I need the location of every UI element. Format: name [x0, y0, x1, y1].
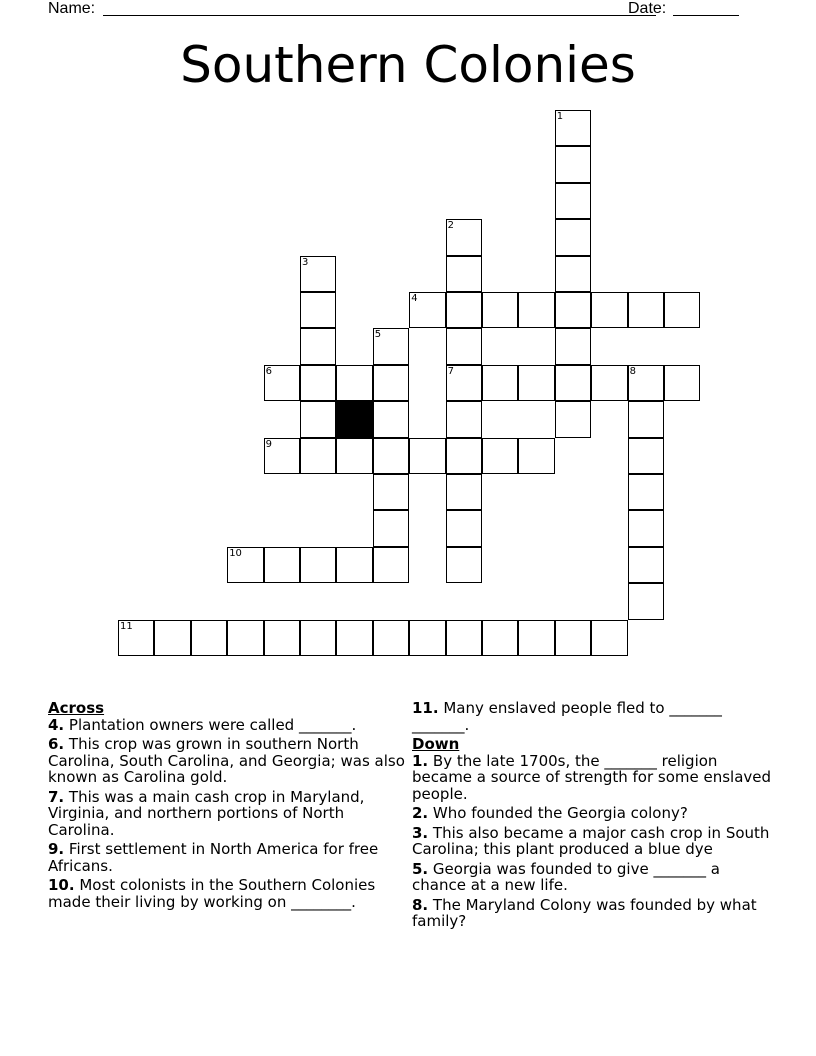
clue-down-3: 3. This also became a major cash crop in South Carolina; this plant produced a blue dye: [412, 823, 770, 858]
clue-number: 10: [229, 547, 242, 559]
crossword-cell[interactable]: [446, 401, 482, 437]
crossword-cell[interactable]: [336, 365, 372, 401]
crossword-cell-10[interactable]: [227, 547, 263, 583]
crossword-cell[interactable]: [518, 438, 554, 474]
crossword-cell[interactable]: [373, 620, 409, 656]
clue-number: 4: [411, 293, 418, 304]
clue-across-11: 11. Many enslaved people fled to _______ _______.: [412, 699, 722, 734]
crossword-cell[interactable]: [518, 365, 554, 401]
clue-across-4: 4. Plantation owners were called _______.: [48, 715, 357, 734]
crossword-cell-7[interactable]: [446, 365, 482, 401]
crossword-cell[interactable]: [628, 583, 664, 619]
crossword-cell[interactable]: [227, 620, 263, 656]
crossword-cell[interactable]: [482, 620, 518, 656]
crossword-cell-9[interactable]: [264, 438, 300, 474]
crossword-cell[interactable]: [300, 292, 336, 328]
clue-number: 9: [265, 438, 272, 450]
clues-left-column: [48, 700, 408, 913]
clue-number: 6: [265, 365, 272, 377]
clue-number: 8: [629, 365, 636, 377]
crossword-cell[interactable]: [446, 438, 482, 474]
crossword-cell-3[interactable]: [300, 256, 336, 292]
clue-across-10: 10. Most colonists in the Southern Colonies made their living by working on ________.: [48, 876, 376, 911]
crossword-cell[interactable]: [555, 256, 591, 292]
clues-right-column: [412, 700, 772, 933]
crossword-cell[interactable]: [555, 328, 591, 364]
crossword-cell[interactable]: [300, 438, 336, 474]
crossword-cell-2[interactable]: [446, 219, 482, 255]
clue-across-7: 7. This was a main cash crop in Maryland, Virginia, and northern portions of North Carolina.: [48, 787, 365, 839]
clue-across-6: 6. This crop was grown in southern North Carolina, South Carolina, and Georgia; was also known as Carolina gold.: [48, 735, 405, 786]
crossword-cell[interactable]: [555, 219, 591, 255]
crossword-cell[interactable]: [300, 547, 336, 583]
crossword-cell[interactable]: [628, 547, 664, 583]
crossword-cell[interactable]: [373, 401, 409, 437]
crossword-cell[interactable]: [446, 547, 482, 583]
clue-down-1: 1. By the late 1700s, the _______ religion became a source of strength for some enslaved people.: [412, 751, 772, 803]
clue-down-2: 2. Who founded the Georgia colony?: [412, 804, 688, 822]
crossword-cell-1[interactable]: [555, 110, 591, 146]
crossword-cell-6[interactable]: [264, 365, 300, 401]
clue-number: 1: [556, 111, 564, 122]
name-label: Name:: [48, 0, 96, 17]
down-heading: Down: [412, 735, 460, 753]
clue-down-8: 8. The Maryland Colony was founded by what family?: [412, 895, 757, 930]
crossword-cell[interactable]: [664, 365, 700, 401]
crossword-cell[interactable]: [482, 365, 518, 401]
crossword-cell[interactable]: [591, 365, 627, 401]
clue-number: 2: [447, 220, 454, 232]
crossword-cell[interactable]: [336, 438, 372, 474]
crossword-cell[interactable]: [191, 620, 227, 656]
date-label: Date:: [628, 0, 667, 17]
crossword-cell[interactable]: [300, 365, 336, 401]
crossword-cell[interactable]: [446, 256, 482, 292]
across-heading: Across: [48, 699, 105, 717]
crossword-cell[interactable]: [591, 292, 627, 328]
crossword-cell[interactable]: [518, 620, 554, 656]
clue-across-9: 9. First settlement in North America for free Africans.: [48, 840, 379, 875]
crossword-cell[interactable]: [628, 510, 664, 546]
clue-number: 3: [302, 256, 309, 268]
crossword-cell[interactable]: [336, 547, 372, 583]
crossword-cell[interactable]: [446, 292, 482, 328]
crossword-cell[interactable]: [518, 292, 554, 328]
clue-down-5: 5. Georgia was founded to give _______ a chance at a new life.: [412, 859, 720, 894]
crossword-cell[interactable]: [555, 620, 591, 656]
crossword-cell[interactable]: [373, 474, 409, 510]
crossword-cell[interactable]: [628, 474, 664, 510]
crossword-cell[interactable]: [555, 292, 591, 328]
crossword-cell[interactable]: [555, 401, 591, 437]
crossword-cell[interactable]: [264, 547, 300, 583]
crossword-cell[interactable]: [446, 510, 482, 546]
crossword-cell[interactable]: [664, 292, 700, 328]
crossword-cell[interactable]: [446, 620, 482, 656]
clue-number: 7: [447, 365, 454, 377]
crossword-cell[interactable]: [628, 438, 664, 474]
crossword-cell[interactable]: [628, 292, 664, 328]
crossword-cell[interactable]: [555, 146, 591, 182]
crossword-cell[interactable]: [373, 510, 409, 546]
crossword-cell[interactable]: [373, 547, 409, 583]
page-title: Southern Colonies: [180, 36, 636, 94]
crossword-cell[interactable]: [409, 438, 445, 474]
crossword-cell-11[interactable]: [118, 620, 154, 656]
clue-number: 11: [120, 620, 133, 632]
crossword-cell[interactable]: [482, 292, 518, 328]
crossword-cell[interactable]: [154, 620, 190, 656]
crossword-cell[interactable]: [409, 620, 445, 656]
crossword-cell[interactable]: [300, 401, 336, 437]
crossword-cell[interactable]: [336, 620, 372, 656]
crossword-cell[interactable]: [300, 620, 336, 656]
crossword-cell-8[interactable]: [628, 365, 664, 401]
crossword-cell[interactable]: [373, 365, 409, 401]
crossword-cell[interactable]: [446, 474, 482, 510]
crossword-cell[interactable]: [482, 438, 518, 474]
crossword-cell[interactable]: [446, 328, 482, 364]
crossword-cell[interactable]: [628, 401, 664, 437]
crossword-cell[interactable]: [591, 620, 627, 656]
crossword-cell-4[interactable]: [409, 292, 445, 328]
crossword-cell[interactable]: [300, 328, 336, 364]
crossword-cell[interactable]: [373, 438, 409, 474]
crossword-block: [336, 401, 372, 437]
crossword-cell-5[interactable]: [373, 328, 409, 364]
crossword-cell[interactable]: [555, 365, 591, 401]
crossword-cell[interactable]: [264, 620, 300, 656]
clue-number: 5: [374, 329, 382, 341]
crossword-cell[interactable]: [555, 183, 591, 219]
